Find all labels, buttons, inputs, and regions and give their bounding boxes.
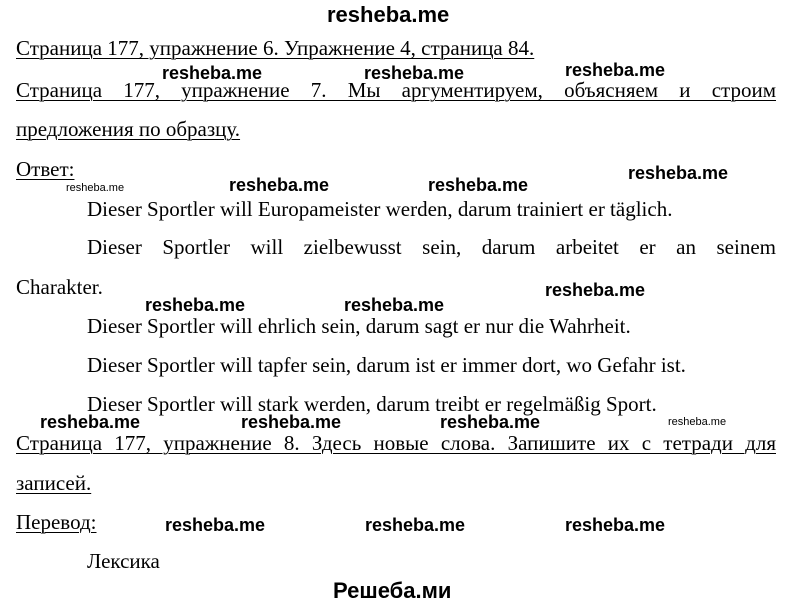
watermark: resheba.me [165, 515, 266, 535]
exercise-7-heading-line2: предложения по образцу. [16, 117, 241, 141]
site-header: resheba.me [327, 2, 450, 27]
watermark: resheba.me [440, 412, 541, 432]
watermark: resheba.me [229, 175, 330, 195]
watermark: resheba.me [241, 412, 342, 432]
watermark: resheba.me [364, 63, 465, 83]
watermark-small: resheba.me [66, 182, 125, 194]
watermark: resheba.me [545, 280, 646, 300]
answer-sentence: Dieser Sportler will Europameister werden, darum trainiert er täglich. [87, 197, 673, 221]
watermark: resheba.me [565, 60, 666, 80]
watermark: resheba.me [344, 295, 445, 315]
translation-label: Перевод: [16, 510, 97, 534]
watermark: resheba.me [428, 175, 529, 195]
watermark: resheba.me [162, 63, 263, 83]
answer-sentence: Dieser Sportler will ehrlich sein, darum sagt er nur die Wahrheit. [87, 314, 631, 338]
watermark-small: resheba.me [668, 416, 727, 428]
exercise-8-heading-line2: записей. [16, 471, 92, 495]
answer-label: Ответ: [16, 157, 75, 181]
site-footer: Решеба.ми [333, 578, 452, 603]
watermark: resheba.me [628, 163, 729, 183]
watermark: resheba.me [365, 515, 466, 535]
answer-sentence: Dieser Sportler will stark werden, darum treibt er regelmäßig Sport. [87, 392, 657, 416]
watermark: resheba.me [145, 295, 246, 315]
vocabulary-word: Лексика [87, 549, 160, 573]
watermark: resheba.me [40, 412, 141, 432]
answer-sentence: Dieser Sportler will tapfer sein, darum ist er immer dort, wo Gefahr ist. [87, 353, 686, 377]
exercise-6-heading: Страница 177, упражнение 6. Упражнение 4, страница 84. [16, 36, 535, 60]
exercise-7-heading-line1: Страница 177, упражнение 7. Мы аргументируем, объясняем и строим [16, 78, 776, 102]
answer-sentence-continuation: Charakter. [16, 275, 103, 299]
watermark: resheba.me [565, 515, 666, 535]
answer-sentence: Dieser Sportler will zielbewusst sein, darum arbeitet er an seinem [87, 235, 776, 259]
exercise-8-heading-line1: Страница 177, упражнение 8. Здесь новые слова. Запишите их с тетради для [16, 431, 776, 455]
